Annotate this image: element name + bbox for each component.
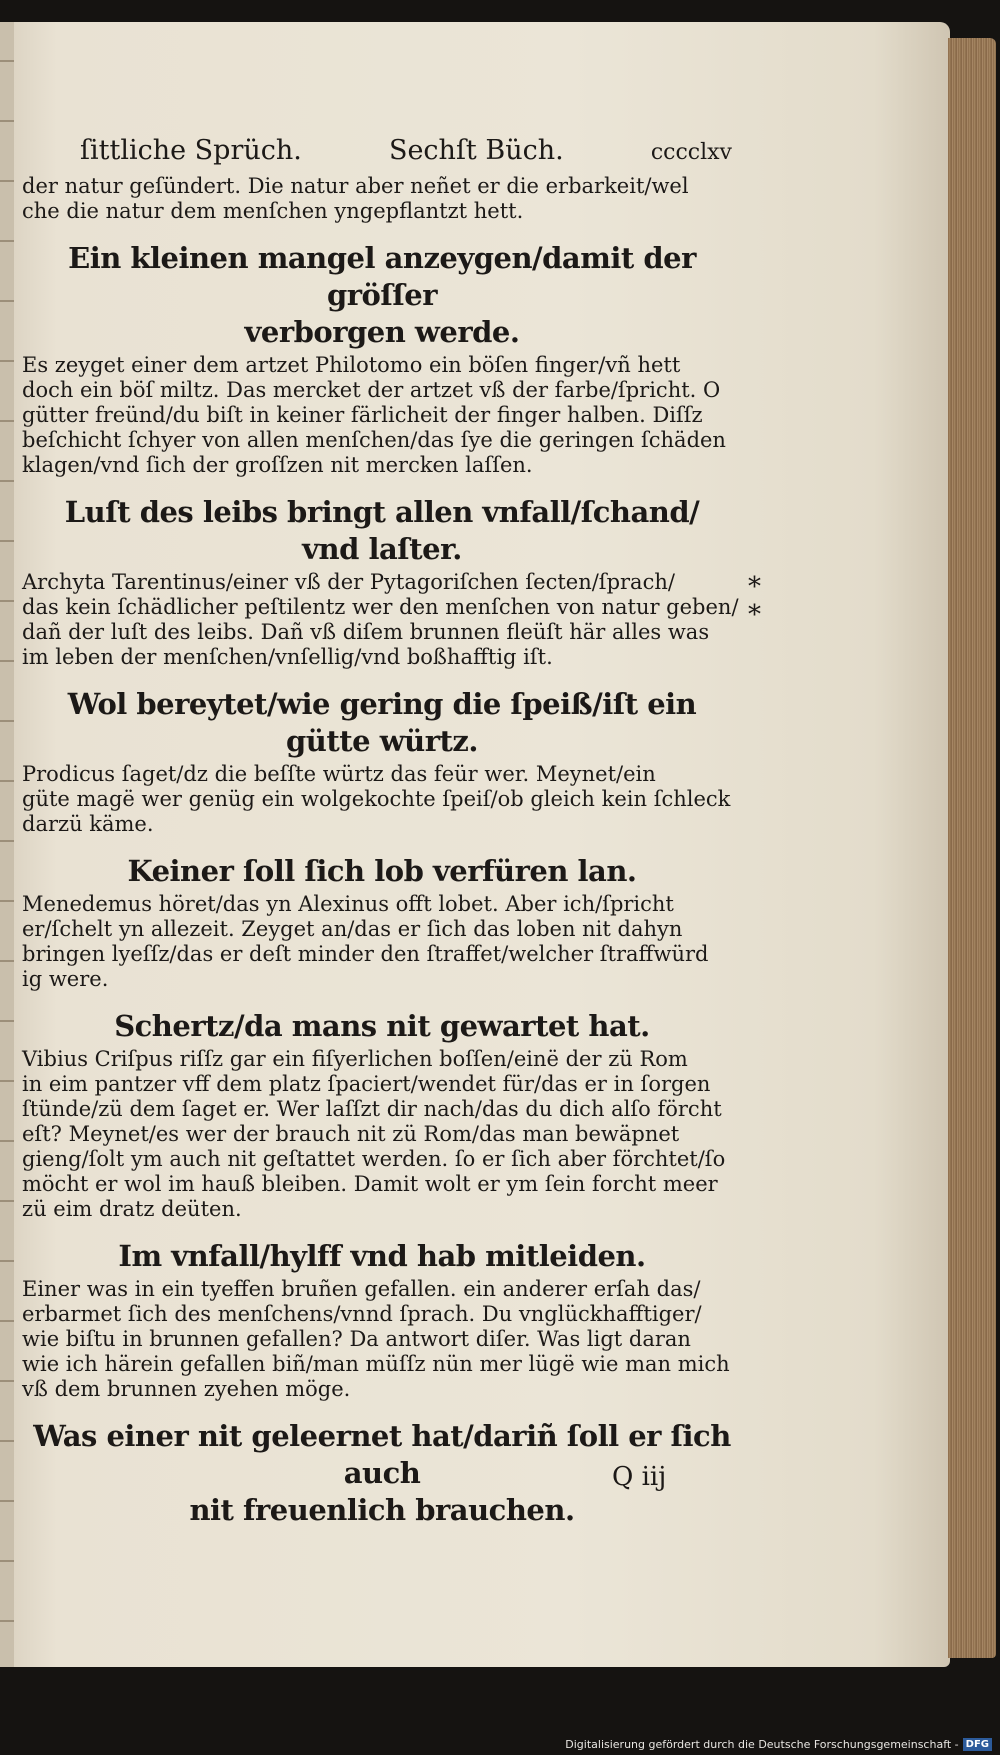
- section-paragraph: [22, 353, 742, 478]
- page-text: [22, 135, 742, 1531]
- text-line: in eim pantzer vff dem platz ſpaciert/wendet für/das er in ſorgen: [22, 1072, 711, 1096]
- text-line: beſchicht ſchyer von allen menſchen/das ſye die geringen ſchäden: [22, 428, 726, 452]
- text-line: darzü käme.: [22, 812, 154, 836]
- text-line: zü eim dratz deüten.: [22, 1197, 242, 1221]
- section-paragraph: [22, 762, 742, 837]
- text-line: gieng/ſolt ym auch nit geſtattet werden. ſo er ſich aber förchtet/ſo: [22, 1147, 726, 1171]
- heading-line: Luſt des leibs bringt allen vnfall/ſchand/: [64, 495, 700, 529]
- text-line: klagen/vnd ſich der groſſzen nit mercken laſſen.: [22, 453, 533, 477]
- text-line: er/ſchelt yn allezeit. Zeyget an/das er ſich das loben nit dahyn: [22, 917, 683, 941]
- section-heading: [22, 1008, 742, 1045]
- running-head-center: Sechſt Büch.: [388, 135, 564, 166]
- text-line: Einer was in ein tyeffen bruñen gefallen. ein anderer erſah das/: [22, 1277, 701, 1301]
- heading-line: Wol bereytet/wie gering die ſpeiß/iſt ein: [67, 687, 697, 721]
- signature-mark: Q iij: [612, 1462, 667, 1492]
- footer-text: Digitalisierung gefördert durch die Deutsche Forschungsgemeinschaft -: [565, 1738, 959, 1751]
- text-line: möcht er wol im hauß bleiben. Damit wolt er ym ſein forcht meer: [22, 1172, 718, 1196]
- section-heading: [22, 686, 742, 760]
- binding-gutter: [0, 22, 14, 1667]
- margin-asterisk: *: [748, 600, 761, 630]
- text-line: ig were.: [22, 967, 109, 991]
- text-line: doch ein böſ miltz. Das mercket der artzet vß der farbe/ſpricht. O: [22, 378, 721, 402]
- heading-line: Was einer nit geleernet hat/dariñ ſoll er ſich auch: [33, 1419, 731, 1490]
- section-heading: [22, 494, 742, 568]
- section-paragraph: [22, 1047, 742, 1222]
- running-head: [22, 135, 742, 166]
- heading-line: vnd laſter.: [302, 532, 462, 566]
- running-head-left: ſittliche Sprüch.: [80, 135, 302, 166]
- page-edge: [948, 38, 996, 1658]
- section-heading: [22, 240, 742, 351]
- heading-line: Im vnfall/hylff vnd hab mitleiden.: [118, 1239, 646, 1273]
- text-line: Menedemus höret/das yn Alexinus offt lobet. Aber ich/ſpricht: [22, 892, 674, 916]
- text-line: wie biſtu in brunnen gefallen? Da antwort diſer. Was ligt daran: [22, 1327, 691, 1351]
- text-line: Archyta Tarentinus/einer vß der Pytagoriſchen ſecten/ſprach/: [22, 570, 675, 594]
- text-line: dañ der luſt des leibs. Dañ vß diſem brunnen fleüſt här alles was: [22, 620, 710, 644]
- text-line: vß dem brunnen zyehen möge.: [22, 1377, 351, 1401]
- folio-number: cccclxv: [650, 140, 732, 165]
- text-line: das kein ſchädlicher peſtilentz wer den menſchen von natur geben/: [22, 595, 739, 619]
- section-heading: [22, 853, 742, 890]
- section-paragraph: [22, 570, 742, 670]
- text-line: güte magë wer genüg ein wolgekochte ſpeiſ/ob gleich kein ſchleck: [22, 787, 731, 811]
- text-line: wie ich härein gefallen biñ/man müſſz nün mer lügë wie man mich: [22, 1352, 730, 1376]
- heading-line: gütte würtz.: [286, 724, 478, 758]
- text-line: der natur geſündert. Die natur aber neñet er die erbarkeit/wel: [22, 174, 689, 198]
- text-line: ſtünde/zü dem ſaget er. Wer laſſzt dir nach/das du dich alſo förcht: [22, 1097, 722, 1121]
- heading-line: nit freuenlich brauchen.: [189, 1493, 575, 1527]
- heading-line: Ein kleinen mangel anzeygen/damit der gröſſer: [68, 241, 696, 312]
- text-line: che die natur dem menſchen yngepflantzt hett.: [22, 199, 524, 223]
- section-heading: [22, 1238, 742, 1275]
- text-line: im leben der menſchen/vnſellig/vnd boßhafftig iſt.: [22, 645, 553, 669]
- dfg-logo: DFG: [963, 1738, 992, 1751]
- text-line: Prodicus ſaget/dz die beſſte würtz das feür wer. Meynet/ein: [22, 762, 656, 786]
- text-line: eſt? Meynet/es wer der brauch nit zü Rom/das man bewäpnet: [22, 1122, 680, 1146]
- text-line: gütter freünd/du biſt in keiner färlicheit der finger halben. Diſſz: [22, 403, 703, 427]
- heading-line: verborgen werde.: [244, 315, 520, 349]
- heading-line: Keiner ſoll ſich lob verfüren lan.: [127, 854, 637, 888]
- text-line: Vibius Criſpus riſſz gar ein fiſyerlichen boſſen/einë der zü Rom: [22, 1047, 688, 1071]
- text-line: bringen lyeſſz/das er deſt minder den ſtraffet/welcher ſtraffwürd: [22, 942, 709, 966]
- section-paragraph: [22, 892, 742, 992]
- heading-line: Schertz/da mans nit gewartet hat.: [114, 1009, 650, 1043]
- margin-asterisk: *: [748, 572, 761, 602]
- text-line: Es zeyget einer dem artzet Philotomo ein böſen finger/vñ hett: [22, 353, 681, 377]
- footer-credit: [565, 1738, 992, 1751]
- intro-paragraph: [22, 174, 742, 224]
- text-line: erbarmet ſich des menſchens/vnnd ſprach. Du vnglückhafftiger/: [22, 1302, 702, 1326]
- section-paragraph: [22, 1277, 742, 1402]
